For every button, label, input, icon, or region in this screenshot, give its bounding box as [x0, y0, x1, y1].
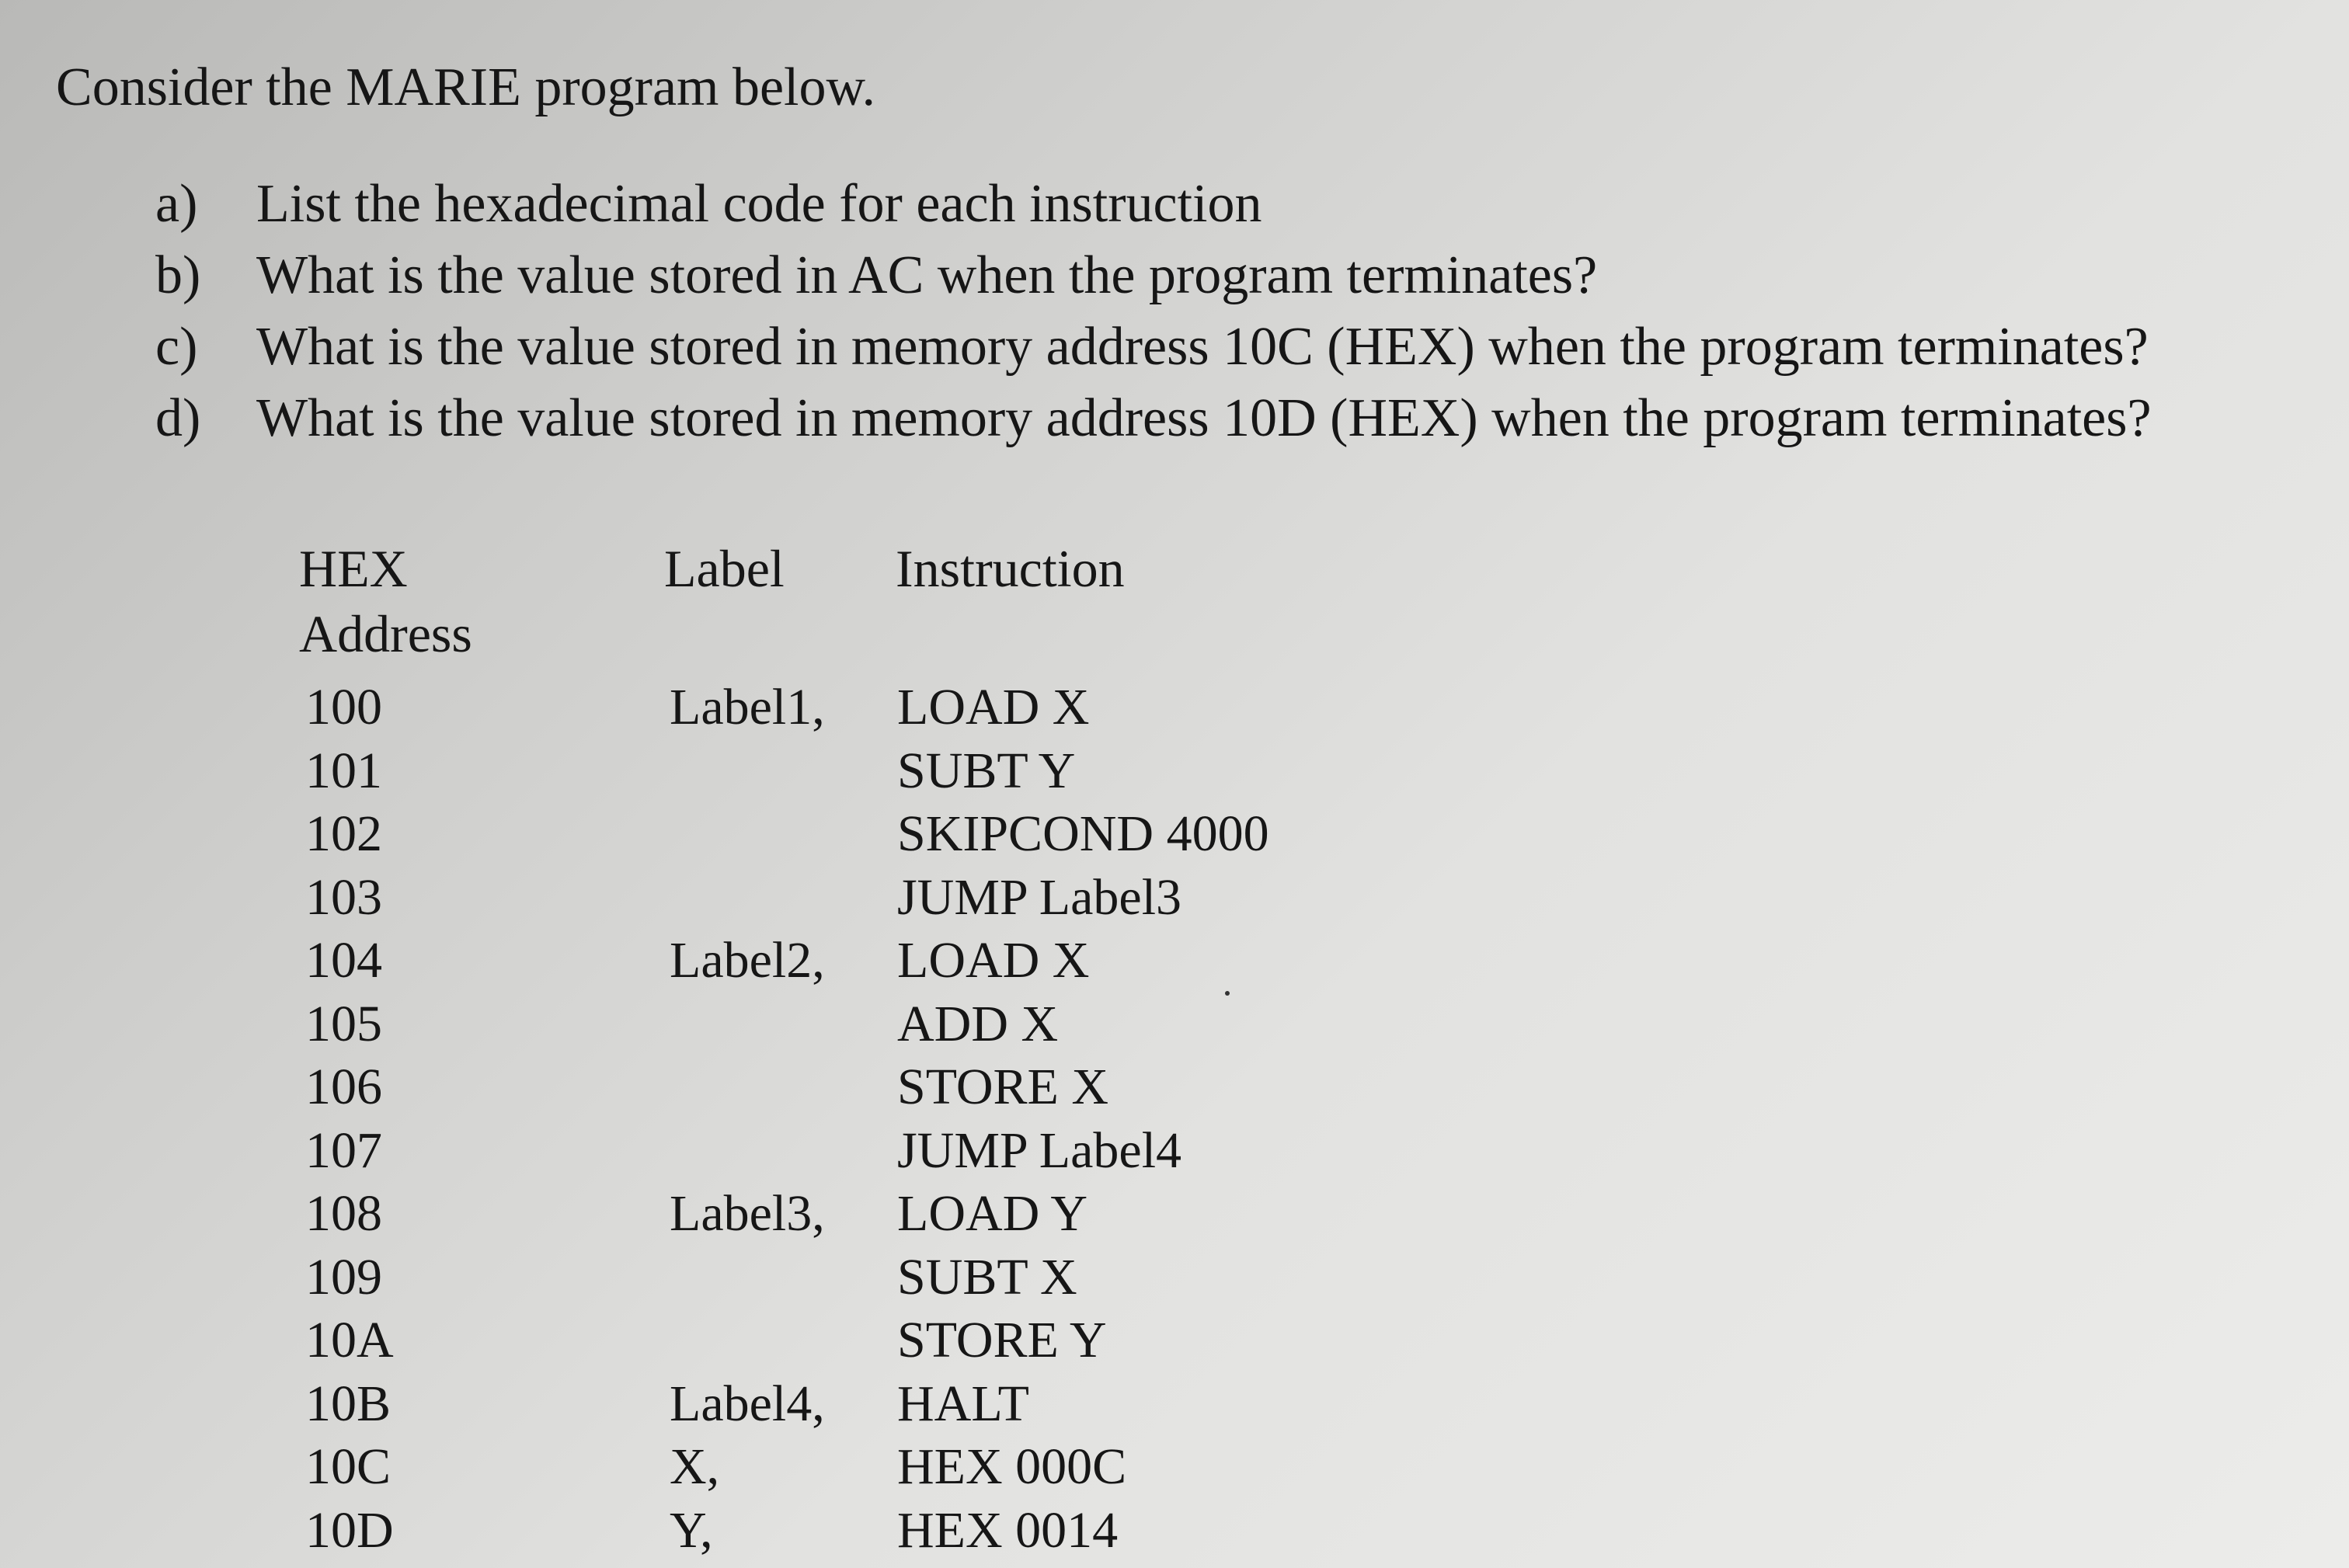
stray-mark	[1225, 991, 1230, 996]
question-letter: d)	[155, 388, 201, 448]
row-address: 10B	[305, 1375, 392, 1432]
row-instruction: LOAD X	[897, 679, 1090, 735]
row-instruction: HEX 000C	[897, 1438, 1127, 1495]
row-address: 105	[305, 995, 382, 1052]
question-c	[155, 317, 2315, 391]
header-hex-line1: HEX	[299, 539, 408, 598]
row-instruction: STORE Y	[897, 1312, 1107, 1368]
row-address: 102	[305, 805, 382, 862]
row-address: 104	[305, 932, 382, 989]
row-address: 10A	[305, 1312, 394, 1368]
row-address: 100	[305, 679, 382, 735]
row-instruction: LOAD X	[897, 932, 1090, 989]
header-label: Label	[664, 539, 785, 598]
row-instruction: SUBT Y	[897, 742, 1076, 799]
row-label: Label4,	[670, 1375, 825, 1432]
row-address: 103	[305, 868, 382, 926]
question-d	[155, 388, 2315, 463]
row-address: 107	[305, 1121, 382, 1179]
header-instruction: Instruction	[896, 539, 1125, 598]
question-b	[155, 245, 2315, 320]
row-instruction: LOAD Y	[897, 1185, 1088, 1242]
header-hex-line2: Address	[299, 604, 472, 663]
row-address: 10C	[305, 1438, 392, 1495]
question-a	[155, 174, 2315, 249]
row-instruction: ADD X	[897, 995, 1059, 1052]
row-instruction: HALT	[897, 1375, 1029, 1432]
question-text: List the hexadecimal code for each instruction	[256, 174, 1262, 234]
row-label: Label3,	[670, 1185, 825, 1242]
row-address: 10D	[305, 1501, 394, 1559]
question-text: What is the value stored in AC when the program terminates?	[256, 245, 1598, 305]
intro-text: Consider the MARIE program below.	[56, 57, 875, 117]
row-label: X,	[670, 1438, 720, 1495]
row-address: 109	[305, 1248, 382, 1306]
row-label: Label2,	[670, 932, 825, 989]
row-address: 101	[305, 742, 382, 799]
question-letter: a)	[155, 174, 198, 234]
question-letter: b)	[155, 245, 201, 305]
row-instruction: JUMP Label3	[897, 868, 1182, 926]
row-address: 106	[305, 1059, 382, 1115]
row-address: 108	[305, 1185, 382, 1242]
row-label: Y,	[670, 1501, 713, 1559]
row-instruction: STORE X	[897, 1059, 1108, 1115]
header-hex-address	[299, 536, 472, 666]
row-instruction: SKIPCOND 4000	[897, 805, 1269, 862]
row-label: Label1,	[670, 679, 825, 735]
row-instruction: JUMP Label4	[897, 1121, 1182, 1179]
row-instruction: HEX 0014	[897, 1501, 1119, 1559]
question-text: What is the value stored in memory address 10C (HEX) when the program terminates?	[256, 317, 2149, 377]
question-letter: c)	[155, 317, 198, 377]
question-list	[155, 174, 2315, 463]
row-instruction: SUBT X	[897, 1248, 1077, 1306]
question-text: What is the value stored in memory address 10D (HEX) when the program terminates?	[256, 388, 2152, 448]
